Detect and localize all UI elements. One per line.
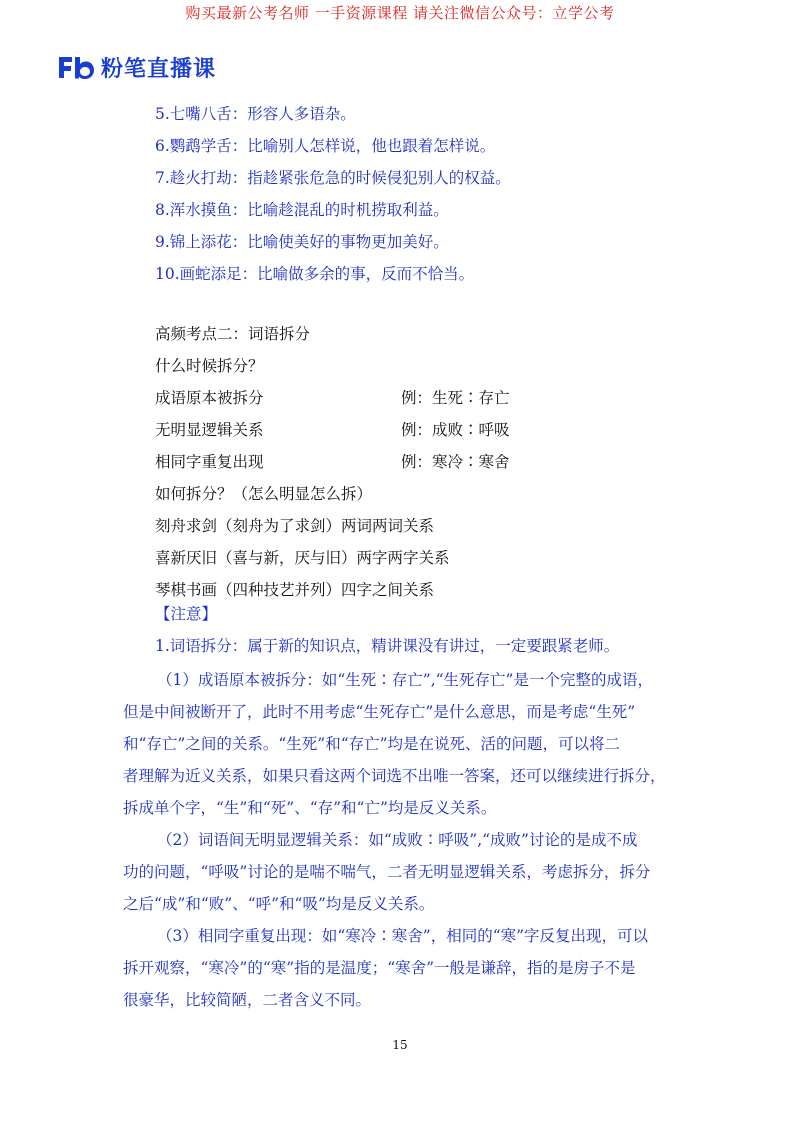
case-row [155, 420, 715, 440]
note-line: 之后“成”和“败”、“呼”和“吸”均是反义关系。 [123, 895, 435, 913]
brand-logo [57, 52, 216, 82]
page-number: 15 [392, 1038, 408, 1052]
note-heading: 【注意】 [155, 605, 218, 623]
case-label: 相同字重复出现 [155, 453, 264, 471]
case-label: 成语原本被拆分 [155, 389, 264, 407]
note-line: （3）相同字重复出现：如“寒冷∶寒舍”，相同的“寒”字反复出现，可以 [157, 927, 649, 945]
note-line: 但是中间被断开了，此时不用考虑“生死存亡”是什么意思，而是考虑“生死” [123, 703, 636, 721]
logo-text: 粉笔直播课 [101, 56, 217, 82]
case-label: 无明显逻辑关系 [155, 421, 264, 439]
how-question: 如何拆分？（怎么明显怎么拆） [155, 485, 373, 503]
when-question: 什么时候拆分？ [155, 357, 264, 375]
idiom-line: 6.鹦鹉学舌：比喻别人怎样说，他也跟着怎样说。 [155, 137, 496, 155]
header-banner: 购买最新公考名师 一手资源课程 请关注微信公众号：立学公考 [185, 4, 615, 22]
idiom-line: 5.七嘴八舌：形容人多语杂。 [155, 105, 356, 123]
note-line: 拆成单个字，“生”和“死”、“存”和“亡”均是反义关系。 [123, 799, 497, 817]
note-line: 者理解为近义关系，如果只看这两个词选不出唯一答案，还可以继续进行拆分， [123, 767, 666, 785]
how-item: 琴棋书画（四种技艺并列）四字之间关系 [155, 581, 435, 599]
fb-logo-icon [57, 54, 95, 80]
case-row [155, 388, 715, 408]
idiom-line: 10.画蛇添足：比喻做多余的事，反而不恰当。 [155, 265, 475, 283]
case-example: 例：生死∶存亡 [401, 389, 510, 407]
note-line: （2）词语间无明显逻辑关系：如“成败∶呼吸”,“成败”讨论的是成不成 [157, 831, 638, 849]
note-line: 很豪华，比较简陋，二者含义不同。 [123, 991, 372, 1009]
note-line: 功的问题，“呼吸”讨论的是喘不喘气，二者无明显逻辑关系，考虑拆分，拆分 [123, 863, 651, 881]
idiom-line: 7.趁火打劫：指趁紧张危急的时候侵犯别人的权益。 [155, 169, 511, 187]
note-line: 和“存亡”之间的关系。“生死”和“存亡”均是在说死、活的问题，可以将二 [123, 735, 621, 753]
case-example: 例：成败∶呼吸 [401, 421, 510, 439]
note-line: 1.词语拆分：属于新的知识点，精讲课没有讲过，一定要跟紧老师。 [155, 637, 620, 655]
note-line: （1）成语原本被拆分：如“生死∶存亡”,“生死存亡”是一个完整的成语， [157, 671, 653, 689]
idiom-line: 9.锦上添花：比喻使美好的事物更加美好。 [155, 233, 449, 251]
note-line: 拆开观察，“寒冷”的“寒”指的是温度；“寒舍”一般是谦辞，指的是房子不是 [123, 959, 636, 977]
case-row [155, 452, 715, 472]
idiom-line: 8.浑水摸鱼：比喻趁混乱的时机捞取利益。 [155, 201, 449, 219]
section-title: 高频考点二：词语拆分 [155, 325, 311, 343]
case-example: 例：寒冷∶寒舍 [401, 453, 510, 471]
how-item: 刻舟求剑（刻舟为了求剑）两词两词关系 [155, 517, 435, 535]
how-item: 喜新厌旧（喜与新，厌与旧）两字两字关系 [155, 549, 450, 567]
